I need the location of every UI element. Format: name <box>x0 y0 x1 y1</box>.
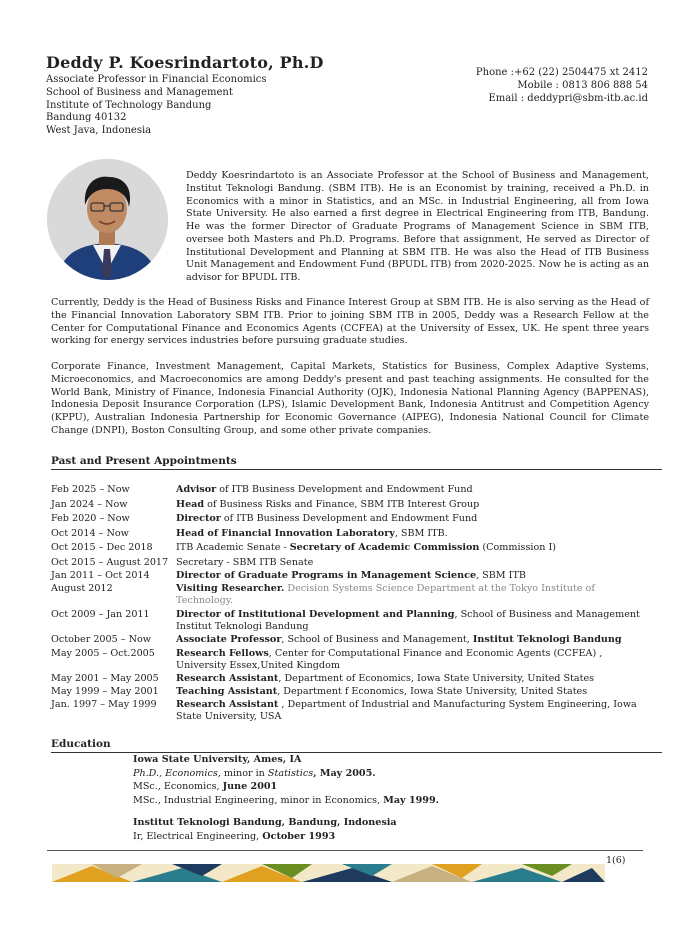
appointment-date: May 2001 – May 2005 <box>51 673 159 684</box>
profile-photo <box>47 159 168 280</box>
appointment-date: Feb 2020 – Now <box>51 513 130 524</box>
appointment-description: Associate Professor, School of Business and Management, Institut Teknologi Bandung <box>176 634 622 645</box>
school-name: Institut Teknologi Bandung, Bandung, Indonesia <box>133 817 397 828</box>
appointment-date: Oct 2009 – Jan 2011 <box>51 609 150 620</box>
address-block <box>46 74 267 138</box>
page-number: 1(6) <box>606 855 626 866</box>
address-line: West Java, Indonesia <box>46 125 152 137</box>
appointment-description: Visiting Researcher. Decision Systems Science Department at the Tokyo Institute of Technology. <box>176 583 595 607</box>
appointment-date: Oct 2014 – Now <box>51 528 129 539</box>
appointment-description: Director of ITB Business Development and Endowment Fund <box>176 513 478 524</box>
appointment-date: Oct 2015 – Dec 2018 <box>51 542 153 553</box>
appointment-description: Research Assistant, Department of Economics, Iowa State University, United States <box>176 673 595 684</box>
appointment-date: May 2005 – Oct.2005 <box>51 648 155 659</box>
appointment-date: Jan. 1997 – May 1999 <box>51 699 157 710</box>
footer-divider <box>47 850 643 851</box>
email-line[interactable]: Email : deddypri@sbm-itb.ac.id <box>488 92 648 104</box>
mobile-line: Mobile : 0813 806 888 54 <box>517 79 648 91</box>
degree-ir: Ir, Electrical Engineering, October 1993 <box>133 830 336 842</box>
appointment-date: August 2012 <box>51 583 113 594</box>
bio-teaching: Corporate Finance, Investment Management, Capital Markets, Statistics for Business, Complex Adaptive Systems, Microeconomics, and Macroeconomics are among Deddy's present and past teaching assignments. He consulted for the World Bank, Ministry of Finance, Indonesia Financial Authority (OJK), Indonesia National Planning Agency (BAPPENAS), Indonesia Deposit Insurance Corporation (LPS), Islamic Development Bank, Indonesia Antitrust and Competition Agency (KPPU), Australian Indonesia Partnership for Economic Governance (AIPEG), Indonesia National Council for Climate Change (DNPI), Boston Consulting Group, and some other private companies. <box>51 361 649 436</box>
contact-block <box>476 67 648 105</box>
appointment-description: Teaching Assistant, Department f Economics, Iowa State University, United States <box>176 686 588 697</box>
appointment-description: Head of Business Risks and Finance, SBM ITB Interest Group <box>176 499 480 510</box>
appointment-description: Advisor of ITB Business Development and Endowment Fund <box>176 484 473 495</box>
school-name: Iowa State University, Ames, IA <box>133 754 302 765</box>
appointment-description: ITB Academic Senate - Secretary of Academic Commission (Commission I) <box>176 542 556 553</box>
appointment-date: Jan 2024 – Now <box>51 499 128 510</box>
appointment-description: Director of Graduate Programs in Management Science, SBM ITB <box>176 570 526 581</box>
bio-intro: Deddy Koesrindartoto is an Associate Professor at the School of Business and Management, Institut Teknologi Bandung. (SBM ITB). He is an Economist by training, received a Ph.D. in Economics with a minor in Statistics, and an MSc. in Industrial Engineering, all from Iowa State University. He also earned a first degree in Electrical Engineering from ITB, Bandung. He was the former Director of Graduate Programs of Management Science in SBM ITB, oversee both Masters and Ph.D. Programs. Before that assignment, He served as Director of Institutional Development and Planning at SBM ITB. He was also the Head of ITB Business Unit Management and Endowment Fund (BPUDL ITB) from 2020-2025. Now he is acting as an advisor for BPUDL ITB. <box>186 170 649 283</box>
portrait-illustration <box>47 159 168 280</box>
education-iowa <box>133 753 633 807</box>
address-line: Associate Professor in Financial Economics <box>46 74 267 85</box>
appointment-date: Oct 2015 – August 2017 <box>51 557 169 568</box>
appointments-title: Past and Present Appointments <box>51 455 237 467</box>
education-title: Education <box>51 738 111 750</box>
address-line: Institute of Technology Bandung <box>46 99 212 111</box>
bio-current: Currently, Deddy is the Head of Business Risks and Finance Interest Group at SBM ITB. He is also serving as the Head of the Financial Innovation Laboratory SBM ITB. Prior to joining SBM ITB in 2005, Deddy was a Research Fellow at the Center for Computational Finance and Economics Agents (CCFEA) at the University of Essex, UK. He spent three years working for energy services industries before pursuing graduate studies. <box>51 297 649 347</box>
appointment-date: Jan 2011 – Oct 2014 <box>51 570 150 581</box>
decorative-footer-band <box>52 864 605 882</box>
education-itb <box>133 816 633 843</box>
address-line: School of Business and Management <box>46 86 233 98</box>
section-divider <box>51 469 662 470</box>
appointment-description: Secretary - SBM ITB Senate <box>176 557 314 568</box>
phone-line: Phone :+62 (22) 2504475 xt 2412 <box>475 67 648 78</box>
appointment-date: October 2005 – Now <box>51 634 152 645</box>
appointment-description: Research Assistant , Department of Industrial and Manufacturing System Engineering, Iowa State University, USA <box>176 699 637 723</box>
appointment-description: Director of Institutional Development and Planning, School of Business and Management Institut Teknologi Bandung <box>176 609 640 633</box>
degree-msc-ie: MSc., Industrial Engineering, minor in Economics, May 1999. <box>133 794 439 806</box>
degree-msc-econ: MSc., Economics, June 2001 <box>133 781 278 792</box>
appointment-description: Research Fellows, Center for Computational Finance and Economic Agents (CCFEA) , University Essex,United Kingdom <box>176 648 603 672</box>
appointment-date: Feb 2025 – Now <box>51 484 130 495</box>
appointment-date: May 1999 – May 2001 <box>51 686 159 697</box>
appointment-description: Head of Financial Innovation Laboratory, SBM ITB. <box>176 528 448 539</box>
address-line: Bandung 40132 <box>46 112 127 124</box>
cv-name: Deddy P. Koesrindartoto, Ph.D <box>46 53 324 72</box>
degree-phd: Ph.D., Economics, minor in Statistics, May 2005. <box>133 767 376 779</box>
